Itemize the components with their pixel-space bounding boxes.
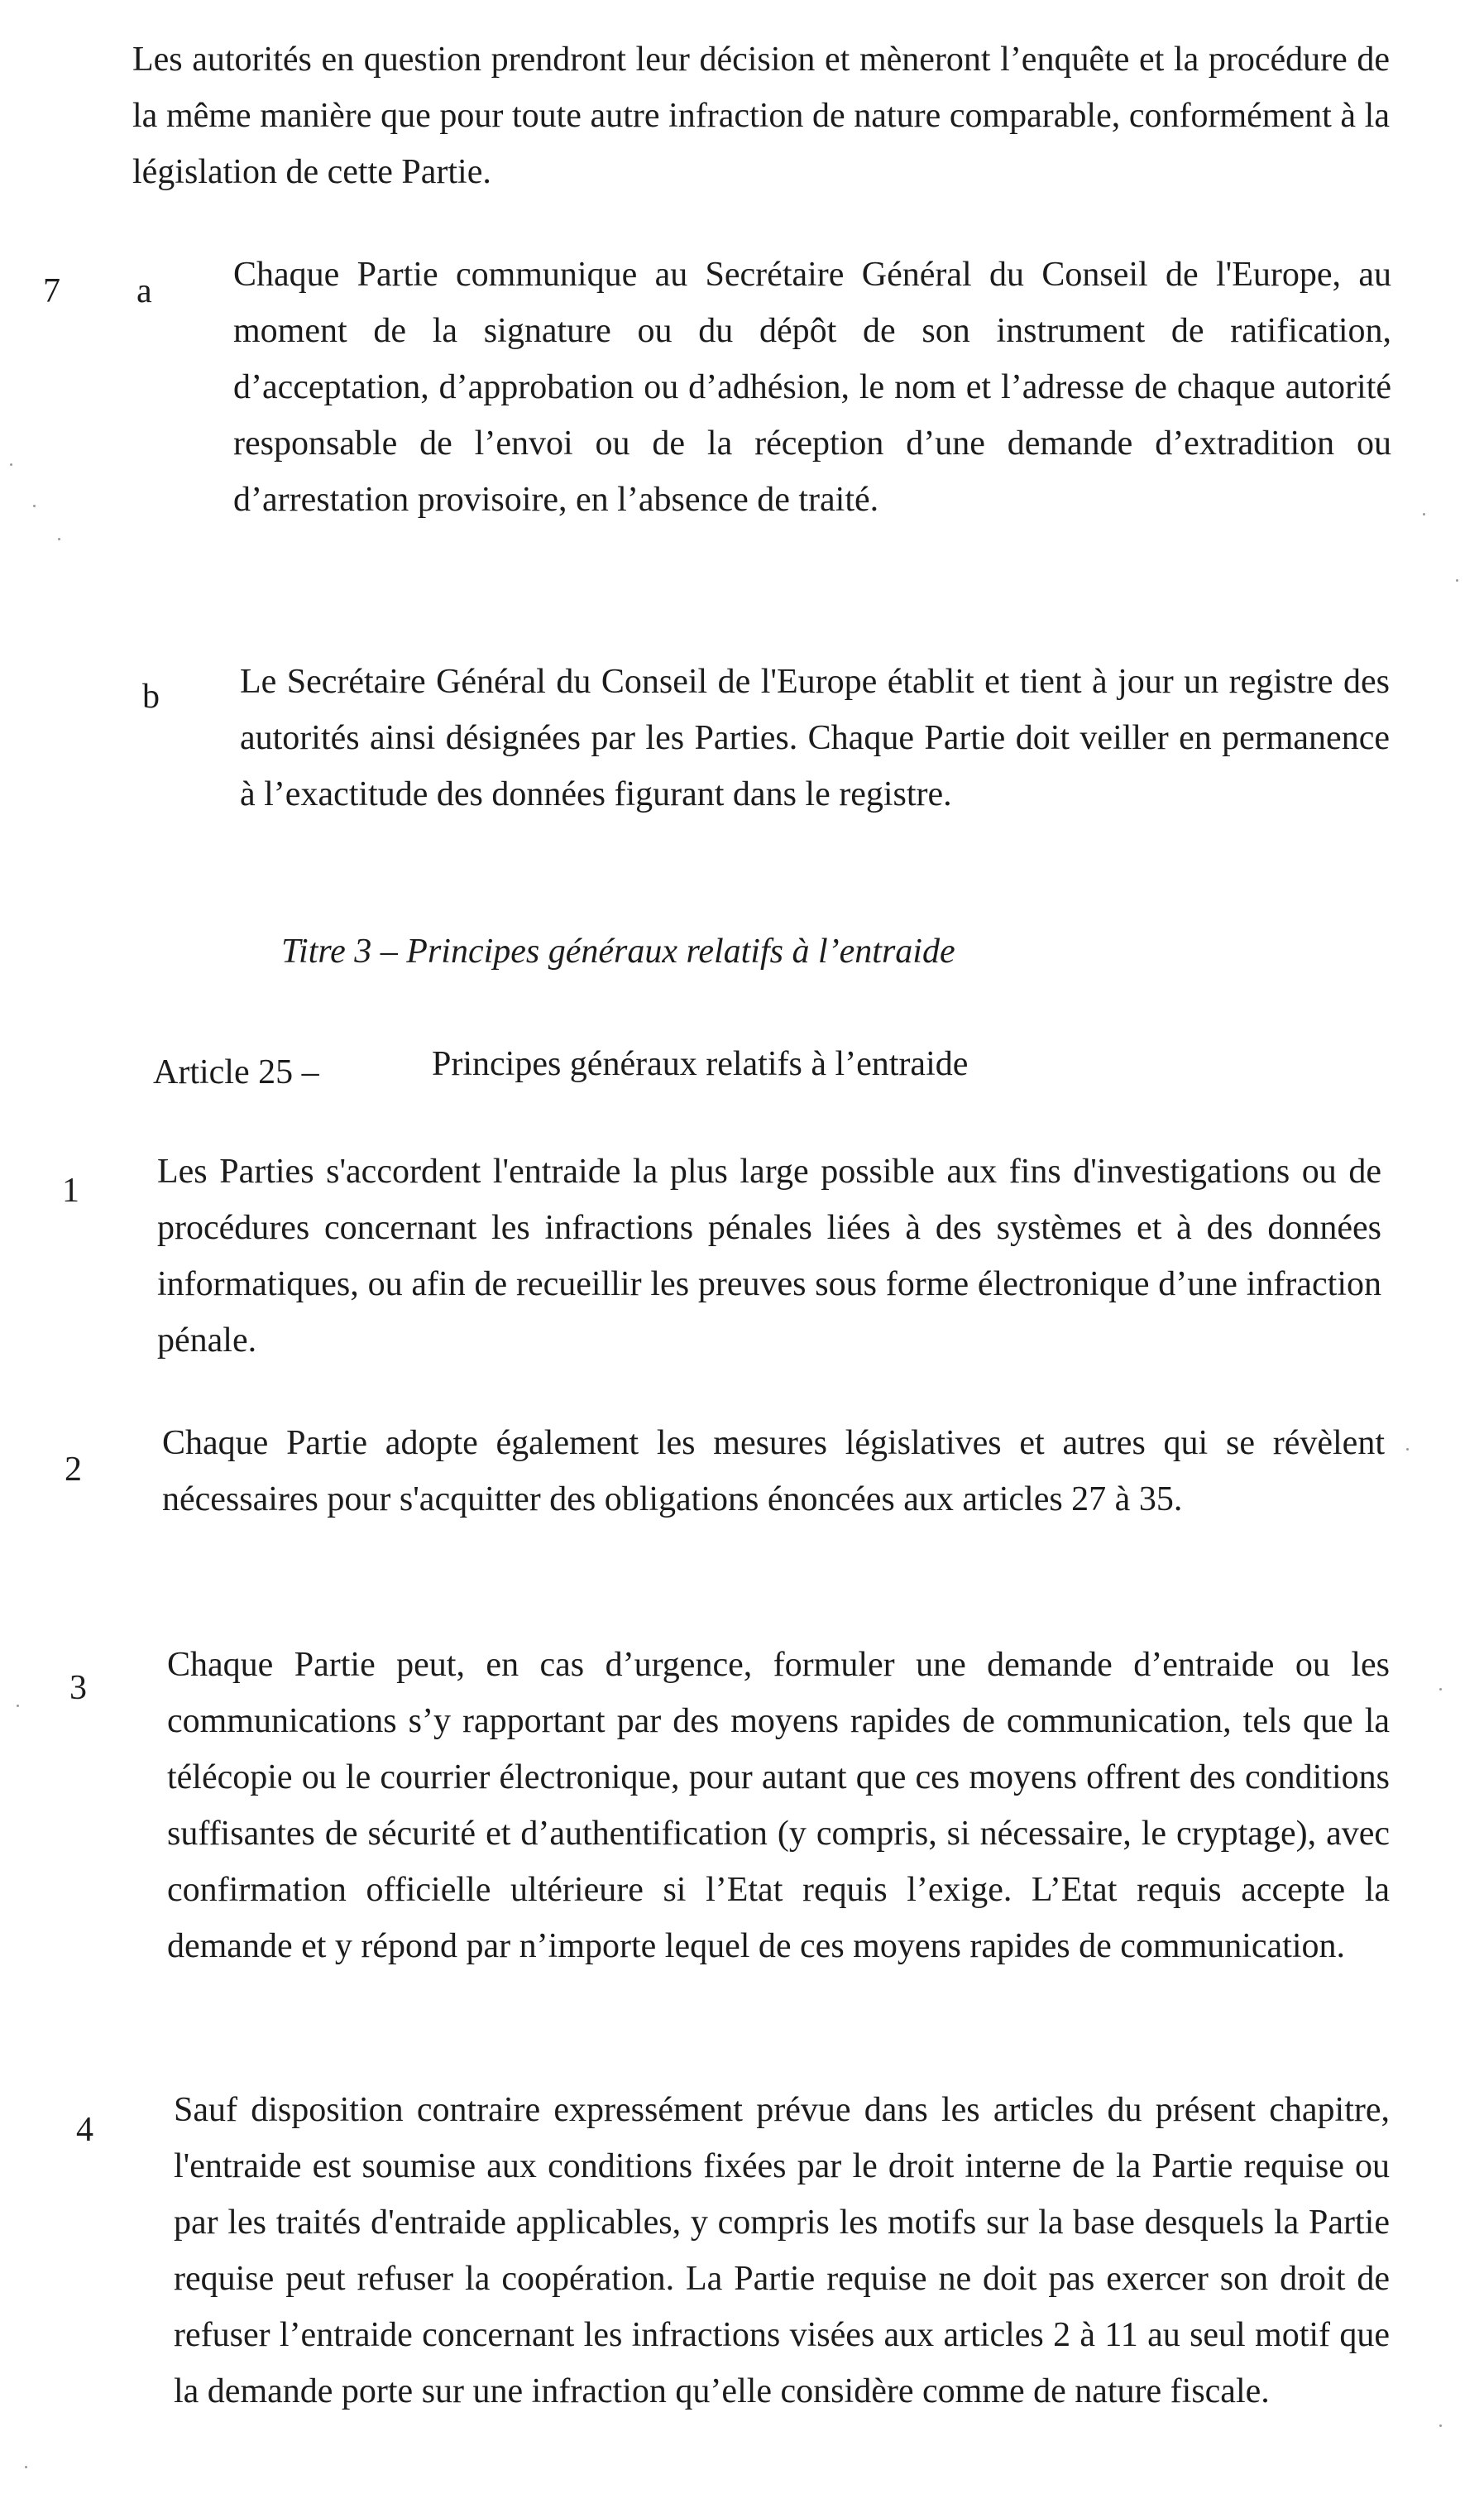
- article-number: Article 25 –: [153, 1053, 319, 1091]
- intro-paragraph: Les autorités en question prendront leur décision et mèneront l’enquête et la procédure de la même manière que pour toute autre infraction de nature comparable, conformément à la législation de cette Partie.: [132, 41, 1390, 191]
- paragraph-1-text: Les Parties s'accordent l'entraide la plus large possible aux fins d'investigations ou de procédures concernant les infractions pénales liées à des systèmes et à des données informatiques, ou afin de recueillir les preuves sous forme électronique d’une infraction pénale.: [157, 1153, 1381, 1360]
- scan-speckle: [1406, 1448, 1409, 1451]
- scan-speckle: [33, 505, 36, 507]
- scan-speckle: [25, 2466, 27, 2468]
- scan-speckle: [10, 463, 12, 466]
- subparagraph-a-text: Chaque Partie communique au Secrétaire Général du Conseil de l'Europe, au moment de la signature ou du dépôt de son instrument de ratification, d’acceptation, d’approbation ou d’adhésion, le nom et l’adresse de chaque autorité responsable de l’envoi ou de la réception d’une demande d’extradition ou d’arrestation provisoire, en l’absence de traité.: [233, 256, 1391, 519]
- article-title: Principes généraux relatifs à l’entraide: [432, 1045, 969, 1083]
- paragraph-number-2: 2: [65, 1451, 82, 1489]
- paragraph-number-7: 7: [43, 272, 60, 310]
- scan-speckle: [1439, 2424, 1442, 2427]
- subparagraph-label-b: b: [142, 678, 160, 716]
- scan-speckle: [1423, 513, 1425, 516]
- paragraph-4-text: Sauf disposition contraire expressément prévue dans les articles du présent chapitre, l'entraide est soumise aux conditions fixées par le droit interne de la Partie requise ou par les traités d'entraide applicables, y compris les motifs sur la base desquels la Partie requise peut refuser la coopération. La Partie requise ne doit pas exercer son droit de refuser l’entraide concernant les infractions visées aux articles 2 à 11 au seul motif que la demande porte sur une infraction qu’elle considère comme de nature fiscale.: [174, 2091, 1390, 2410]
- subparagraph-b-text: Le Secrétaire Général du Conseil de l'Europe établit et tient à jour un registre des autorités ainsi désignées par les Parties. Chaque Partie doit veiller en permanence à l’exactitude des données figurant dans le registre.: [240, 663, 1390, 813]
- paragraph-number-3: 3: [69, 1669, 87, 1707]
- scan-speckle: [58, 538, 60, 540]
- scan-speckle: [17, 1705, 19, 1707]
- section-heading-titre-3: Titre 3 – Principes généraux relatifs à l’entraide: [281, 933, 955, 971]
- paragraph-number-4: 4: [76, 2111, 93, 2149]
- paragraph-2-text: Chaque Partie adopte également les mesures législatives et autres qui se révèlent nécessaires pour s'acquitter des obligations énoncées aux articles 27 à 35.: [162, 1424, 1385, 1518]
- scan-speckle: [1456, 579, 1458, 582]
- scan-speckle: [1439, 1688, 1442, 1691]
- paragraph-3-text: Chaque Partie peut, en cas d’urgence, formuler une demande d’entraide ou les communications s’y rapportant par des moyens rapides de communication, tels que la télécopie ou le courrier électronique, pour autant que ces moyens offrent des conditions suffisantes de sécurité et d’authentification (y compris, si nécessaire, le cryptage), avec confirmation officielle ultérieure si l’Etat requis l’exige. L’Etat requis accepte la demande et y répond par n’importe lequel de ces moyens rapides de communication.: [167, 1646, 1390, 1965]
- subparagraph-label-a: a: [136, 272, 152, 310]
- paragraph-number-1: 1: [62, 1172, 79, 1210]
